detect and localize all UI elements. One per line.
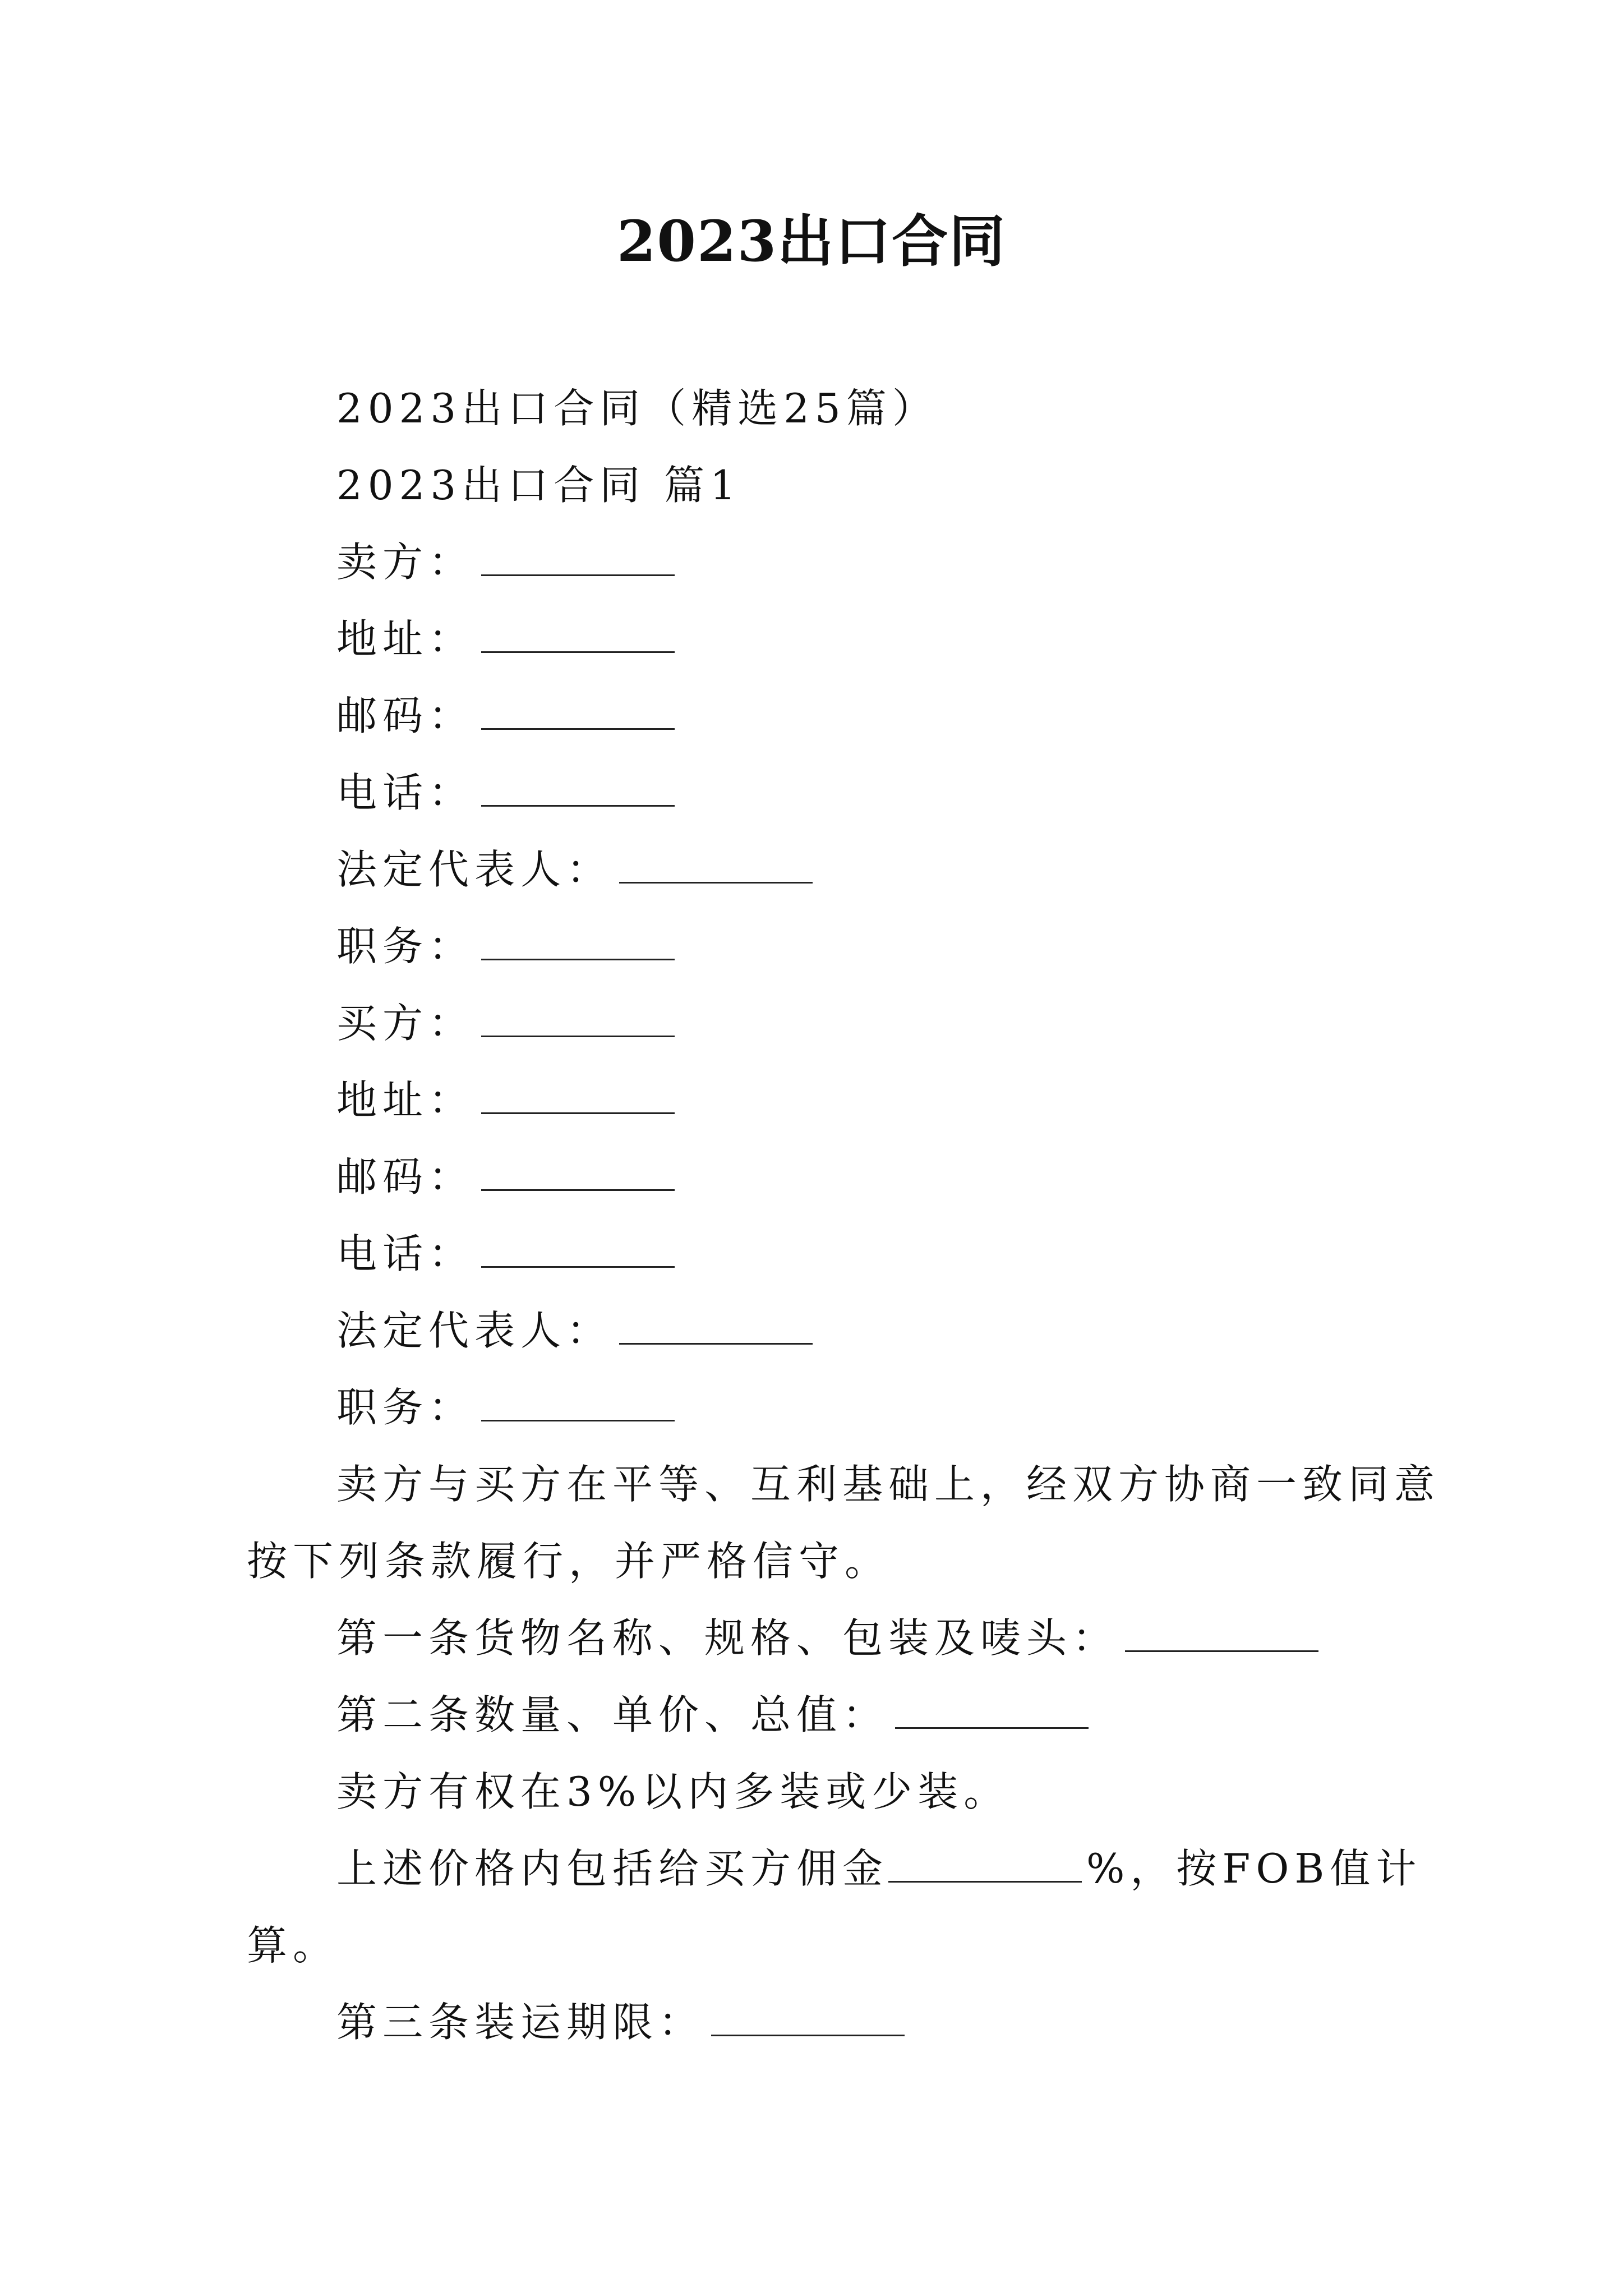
field-label: 买方： bbox=[336, 1000, 475, 1047]
fill-in-blank bbox=[711, 2002, 905, 2036]
fill-in-blank bbox=[619, 1310, 813, 1345]
fill-in-blank bbox=[481, 926, 675, 960]
seller-field-phone bbox=[247, 754, 1380, 831]
agreement-paragraph-line-1: 卖方与买方在平等、互利基础上，经双方协商一致同意 bbox=[336, 1461, 1441, 1508]
article-text: 第一条货物名称、规格、包装及唛头： bbox=[336, 1614, 1119, 1662]
article-text: 第三条装运期限： bbox=[336, 1999, 705, 2046]
document-body bbox=[247, 370, 1441, 2061]
article-2 bbox=[247, 1677, 1380, 1754]
fill-in-blank bbox=[619, 849, 813, 884]
seller-field-seller bbox=[247, 524, 1380, 601]
field-label: 电话： bbox=[336, 1230, 475, 1277]
fill-in-blank bbox=[1125, 1618, 1318, 1652]
fill-in-blank bbox=[481, 1080, 675, 1114]
seller-field-address bbox=[247, 601, 1380, 678]
commission-clause-line-1 bbox=[247, 1830, 1422, 1907]
document-title: 2023出口合同 bbox=[616, 208, 1007, 274]
seller-field-postcode bbox=[247, 678, 1380, 754]
article-1 bbox=[247, 1600, 1380, 1677]
fill-in-blank bbox=[481, 619, 675, 653]
commission-suffix: %，按FOB值计 bbox=[1086, 1845, 1422, 1892]
buyer-field-buyer bbox=[247, 985, 1380, 1062]
field-label: 地址： bbox=[336, 615, 475, 662]
fill-in-blank bbox=[481, 1387, 675, 1421]
field-label: 地址： bbox=[336, 1076, 475, 1124]
fill-in-blank bbox=[481, 542, 675, 576]
buyer-field-position bbox=[247, 1369, 1380, 1446]
seller-field-position bbox=[247, 908, 1380, 985]
document-subtitle: 2023出口合同（精选25篇） bbox=[336, 385, 938, 432]
fill-in-blank bbox=[481, 772, 675, 807]
fill-in-blank bbox=[481, 1234, 675, 1268]
field-label: 职务： bbox=[336, 923, 475, 970]
field-label: 卖方： bbox=[336, 539, 475, 586]
buyer-field-phone bbox=[247, 1216, 1380, 1292]
field-label: 法定代表人： bbox=[336, 846, 613, 893]
buyer-field-address bbox=[247, 1062, 1380, 1139]
field-label: 邮码： bbox=[336, 1153, 475, 1200]
section-heading: 2023出口合同 篇1 bbox=[336, 462, 741, 509]
fill-in-blank bbox=[481, 696, 675, 730]
commission-clause-line-2: 算。 bbox=[247, 1922, 339, 1969]
fill-in-blank bbox=[481, 1003, 675, 1037]
field-label: 职务： bbox=[336, 1384, 475, 1431]
fill-in-blank bbox=[481, 1157, 675, 1191]
fill-in-blank bbox=[888, 1848, 1082, 1883]
commission-prefix: 上述价格内包括给买方佣金 bbox=[336, 1845, 889, 1892]
agreement-paragraph-line-2: 按下列条款履行，并严格信守。 bbox=[247, 1538, 891, 1585]
field-label: 邮码： bbox=[336, 692, 475, 739]
fill-in-blank bbox=[895, 1695, 1089, 1729]
quantity-clause: 卖方有权在3%以内多装或少装。 bbox=[336, 1768, 1010, 1815]
buyer-field-legal-rep bbox=[247, 1292, 1380, 1369]
seller-field-legal-rep bbox=[247, 831, 1380, 908]
article-3 bbox=[247, 1984, 1380, 2061]
field-label: 法定代表人： bbox=[336, 1307, 613, 1354]
field-label: 电话： bbox=[336, 769, 475, 816]
article-text: 第二条数量、单价、总值： bbox=[336, 1691, 889, 1738]
buyer-field-postcode bbox=[247, 1139, 1380, 1216]
